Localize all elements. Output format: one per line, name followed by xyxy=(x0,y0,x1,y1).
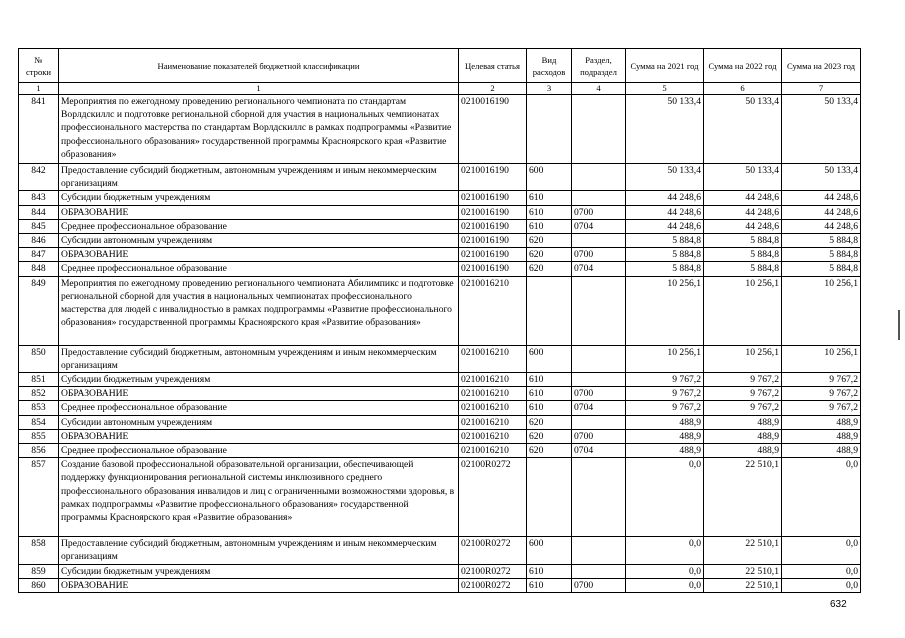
col-number: 2 xyxy=(459,83,527,95)
indicator-name: Предоставление субсидий бюджетным, автономным учреждениям и иным некоммерческим организациям xyxy=(59,164,459,191)
sum-2021: 5 884,8 xyxy=(626,234,704,248)
sum-2021: 488,9 xyxy=(626,429,704,443)
sum-2022: 5 884,8 xyxy=(704,234,782,248)
target-article: 0210016190 xyxy=(459,191,527,205)
sum-2023: 5 884,8 xyxy=(782,262,861,276)
sum-2021: 488,9 xyxy=(626,415,704,429)
indicator-name: Среднее профессиональное образование xyxy=(59,219,459,233)
header-row-number: № строки xyxy=(19,49,59,83)
indicator-name: Мероприятия по ежегодному проведению регионального чемпионата Абилимпикс и подготовке региональной сборной для участия в национальных чемпионатах профессионального мастерства для людей с инвалидностью в рамках подпрограммы «Развитие профессионального образования» государственной программы Красноярского края «Развитие образования» xyxy=(59,276,459,345)
target-article: 0210016210 xyxy=(459,345,527,372)
expense-type xyxy=(527,458,572,537)
sum-2022: 9 767,2 xyxy=(704,387,782,401)
indicator-name: ОБРАЗОВАНИЕ xyxy=(59,387,459,401)
sum-2021: 0,0 xyxy=(626,458,704,537)
sum-2021: 50 133,4 xyxy=(626,164,704,191)
sum-2022: 22 510,1 xyxy=(704,458,782,537)
target-article: 02100R0272 xyxy=(459,537,527,564)
target-article: 0210016210 xyxy=(459,387,527,401)
section-code: 0700 xyxy=(572,248,626,262)
row-number: 854 xyxy=(19,415,59,429)
indicator-name: Создание базовой профессиональной образовательной организации, обеспечивающей поддержку функционирования региональной системы инклюзивного среднего профессионального образования инвалидов и лиц с ограниченными возможностями здоровья, в рамках подпрограммы «Развитие профессионального образования» государственной программы Красноярского края «Развитие образования» xyxy=(59,458,459,537)
sum-2021: 9 767,2 xyxy=(626,373,704,387)
table-row xyxy=(19,415,861,429)
sum-2022: 50 133,4 xyxy=(704,95,782,164)
section-code xyxy=(572,164,626,191)
sum-2023: 0,0 xyxy=(782,578,861,592)
sum-2021: 50 133,4 xyxy=(626,95,704,164)
indicator-name: ОБРАЗОВАНИЕ xyxy=(59,205,459,219)
target-article: 0210016190 xyxy=(459,95,527,164)
sum-2022: 44 248,6 xyxy=(704,205,782,219)
col-number: 3 xyxy=(527,83,572,95)
table-row xyxy=(19,234,861,248)
sum-2022: 10 256,1 xyxy=(704,276,782,345)
expense-type: 610 xyxy=(527,205,572,219)
row-number: 843 xyxy=(19,191,59,205)
sum-2023: 50 133,4 xyxy=(782,95,861,164)
expense-type: 620 xyxy=(527,415,572,429)
sum-2023: 44 248,6 xyxy=(782,205,861,219)
expense-type: 620 xyxy=(527,234,572,248)
sum-2021: 10 256,1 xyxy=(626,276,704,345)
indicator-name: Среднее профессиональное образование xyxy=(59,401,459,415)
section-code xyxy=(572,276,626,345)
row-number: 856 xyxy=(19,444,59,458)
sum-2022: 22 510,1 xyxy=(704,537,782,564)
row-number: 860 xyxy=(19,578,59,592)
row-number: 848 xyxy=(19,262,59,276)
expense-type: 610 xyxy=(527,578,572,592)
row-number: 858 xyxy=(19,537,59,564)
table-row xyxy=(19,262,861,276)
indicator-name: Среднее профессиональное образование xyxy=(59,444,459,458)
section-code xyxy=(572,564,626,578)
col-number: 7 xyxy=(782,83,861,95)
table-row xyxy=(19,429,861,443)
sum-2023: 0,0 xyxy=(782,537,861,564)
table-row xyxy=(19,578,861,592)
indicator-name: Субсидии бюджетным учреждениям xyxy=(59,191,459,205)
table-row xyxy=(19,345,861,372)
target-article: 02100R0272 xyxy=(459,578,527,592)
sum-2021: 10 256,1 xyxy=(626,345,704,372)
expense-type: 610 xyxy=(527,373,572,387)
col-number: 1 xyxy=(59,83,459,95)
sum-2021: 0,0 xyxy=(626,578,704,592)
sum-2023: 5 884,8 xyxy=(782,248,861,262)
indicator-name: Среднее профессиональное образование xyxy=(59,262,459,276)
sum-2022: 22 510,1 xyxy=(704,578,782,592)
row-number: 857 xyxy=(19,458,59,537)
expense-type: 610 xyxy=(527,401,572,415)
target-article: 0210016210 xyxy=(459,401,527,415)
header-section: Раздел, подраздел xyxy=(572,49,626,83)
indicator-name: Предоставление субсидий бюджетным, автономным учреждениям и иным некоммерческим организациям xyxy=(59,537,459,564)
section-code xyxy=(572,345,626,372)
sum-2022: 5 884,8 xyxy=(704,248,782,262)
section-code: 0704 xyxy=(572,219,626,233)
column-numbers-row xyxy=(19,83,861,95)
sum-2023: 50 133,4 xyxy=(782,164,861,191)
sum-2023: 0,0 xyxy=(782,458,861,537)
indicator-name: Субсидии автономным учреждениям xyxy=(59,415,459,429)
expense-type xyxy=(527,95,572,164)
table-body xyxy=(19,95,861,593)
row-number: 841 xyxy=(19,95,59,164)
target-article: 0210016210 xyxy=(459,429,527,443)
sum-2023: 488,9 xyxy=(782,415,861,429)
target-article: 0210016190 xyxy=(459,248,527,262)
scan-edge-mark xyxy=(898,310,900,340)
sum-2022: 22 510,1 xyxy=(704,564,782,578)
row-number: 855 xyxy=(19,429,59,443)
table-row xyxy=(19,95,861,164)
table-row xyxy=(19,373,861,387)
sum-2021: 0,0 xyxy=(626,564,704,578)
header-sum-2022: Сумма на 2022 год xyxy=(704,49,782,83)
expense-type: 600 xyxy=(527,164,572,191)
expense-type: 610 xyxy=(527,219,572,233)
section-code: 0700 xyxy=(572,205,626,219)
expense-type: 600 xyxy=(527,345,572,372)
row-number: 844 xyxy=(19,205,59,219)
target-article: 0210016190 xyxy=(459,234,527,248)
sum-2022: 50 133,4 xyxy=(704,164,782,191)
sum-2023: 0,0 xyxy=(782,564,861,578)
row-number: 851 xyxy=(19,373,59,387)
sum-2021: 9 767,2 xyxy=(626,401,704,415)
sum-2023: 9 767,2 xyxy=(782,387,861,401)
table-row xyxy=(19,219,861,233)
sum-2022: 488,9 xyxy=(704,444,782,458)
row-number: 842 xyxy=(19,164,59,191)
expense-type: 610 xyxy=(527,387,572,401)
expense-type: 620 xyxy=(527,444,572,458)
expense-type: 610 xyxy=(527,564,572,578)
sum-2023: 44 248,6 xyxy=(782,219,861,233)
header-expense-type: Вид расходов xyxy=(527,49,572,83)
sum-2021: 44 248,6 xyxy=(626,205,704,219)
indicator-name: Мероприятия по ежегодному проведению регионального чемпионата по стандартам Ворлдскиллс и подготовке региональной сборной для участия в национальных чемпионатах профессионального мастерства по стандартам Ворлдскиллс в рамках подпрограммы «Развитие профессионального образования» государственной программы Красноярского края «Развитие образования» xyxy=(59,95,459,164)
col-number: 5 xyxy=(626,83,704,95)
section-code: 0704 xyxy=(572,444,626,458)
sum-2022: 488,9 xyxy=(704,429,782,443)
row-number: 845 xyxy=(19,219,59,233)
sum-2022: 44 248,6 xyxy=(704,191,782,205)
sum-2023: 44 248,6 xyxy=(782,191,861,205)
table-row xyxy=(19,164,861,191)
row-number: 853 xyxy=(19,401,59,415)
row-number: 850 xyxy=(19,345,59,372)
sum-2023: 10 256,1 xyxy=(782,345,861,372)
indicator-name: Субсидии автономным учреждениям xyxy=(59,234,459,248)
sum-2021: 0,0 xyxy=(626,537,704,564)
section-code xyxy=(572,458,626,537)
section-code xyxy=(572,415,626,429)
col-number: 1 xyxy=(19,83,59,95)
page-number: 632 xyxy=(830,599,847,610)
target-article: 0210016190 xyxy=(459,262,527,276)
expense-type: 620 xyxy=(527,248,572,262)
table-row xyxy=(19,458,861,537)
indicator-name: ОБРАЗОВАНИЕ xyxy=(59,248,459,262)
header-sum-2021: Сумма на 2021 год xyxy=(626,49,704,83)
section-code: 0700 xyxy=(572,578,626,592)
table-row xyxy=(19,276,861,345)
sum-2023: 488,9 xyxy=(782,444,861,458)
indicator-name: Субсидии бюджетным учреждениям xyxy=(59,373,459,387)
table-row xyxy=(19,248,861,262)
sum-2022: 10 256,1 xyxy=(704,345,782,372)
indicator-name: Субсидии бюджетным учреждениям xyxy=(59,564,459,578)
section-code xyxy=(572,537,626,564)
indicator-name: Предоставление субсидий бюджетным, автономным учреждениям и иным некоммерческим организациям xyxy=(59,345,459,372)
row-number: 846 xyxy=(19,234,59,248)
row-number: 849 xyxy=(19,276,59,345)
expense-type xyxy=(527,276,572,345)
header-row xyxy=(19,49,861,83)
header-target-article: Целевая статья xyxy=(459,49,527,83)
target-article: 0210016190 xyxy=(459,219,527,233)
budget-table xyxy=(18,48,861,593)
sum-2021: 5 884,8 xyxy=(626,262,704,276)
section-code: 0704 xyxy=(572,262,626,276)
target-article: 0210016190 xyxy=(459,164,527,191)
sum-2023: 10 256,1 xyxy=(782,276,861,345)
row-number: 847 xyxy=(19,248,59,262)
section-code: 0700 xyxy=(572,387,626,401)
sum-2023: 9 767,2 xyxy=(782,401,861,415)
row-number: 859 xyxy=(19,564,59,578)
header-sum-2023: Сумма на 2023 год xyxy=(782,49,861,83)
sum-2021: 44 248,6 xyxy=(626,219,704,233)
expense-type: 620 xyxy=(527,262,572,276)
target-article: 02100R0272 xyxy=(459,458,527,537)
indicator-name: ОБРАЗОВАНИЕ xyxy=(59,429,459,443)
target-article: 02100R0272 xyxy=(459,564,527,578)
sum-2023: 488,9 xyxy=(782,429,861,443)
indicator-name: ОБРАЗОВАНИЕ xyxy=(59,578,459,592)
target-article: 0210016210 xyxy=(459,276,527,345)
section-code xyxy=(572,191,626,205)
sum-2022: 9 767,2 xyxy=(704,401,782,415)
expense-type: 600 xyxy=(527,537,572,564)
target-article: 0210016210 xyxy=(459,373,527,387)
section-code xyxy=(572,95,626,164)
sum-2022: 44 248,6 xyxy=(704,219,782,233)
col-number: 4 xyxy=(572,83,626,95)
table-row xyxy=(19,205,861,219)
sum-2023: 9 767,2 xyxy=(782,373,861,387)
sum-2021: 5 884,8 xyxy=(626,248,704,262)
sum-2021: 488,9 xyxy=(626,444,704,458)
table-row xyxy=(19,444,861,458)
section-code xyxy=(572,234,626,248)
target-article: 0210016210 xyxy=(459,444,527,458)
section-code: 0700 xyxy=(572,429,626,443)
section-code xyxy=(572,373,626,387)
sum-2021: 9 767,2 xyxy=(626,387,704,401)
sum-2022: 5 884,8 xyxy=(704,262,782,276)
expense-type: 610 xyxy=(527,191,572,205)
table-row xyxy=(19,191,861,205)
target-article: 0210016210 xyxy=(459,415,527,429)
sum-2022: 9 767,2 xyxy=(704,373,782,387)
target-article: 0210016190 xyxy=(459,205,527,219)
table-row xyxy=(19,564,861,578)
section-code: 0704 xyxy=(572,401,626,415)
sum-2023: 5 884,8 xyxy=(782,234,861,248)
table-row xyxy=(19,537,861,564)
header-indicator-name: Наименование показателей бюджетной классификации xyxy=(59,49,459,83)
expense-type: 620 xyxy=(527,429,572,443)
sum-2021: 44 248,6 xyxy=(626,191,704,205)
table-row xyxy=(19,401,861,415)
sum-2022: 488,9 xyxy=(704,415,782,429)
table-row xyxy=(19,387,861,401)
row-number: 852 xyxy=(19,387,59,401)
col-number: 6 xyxy=(704,83,782,95)
